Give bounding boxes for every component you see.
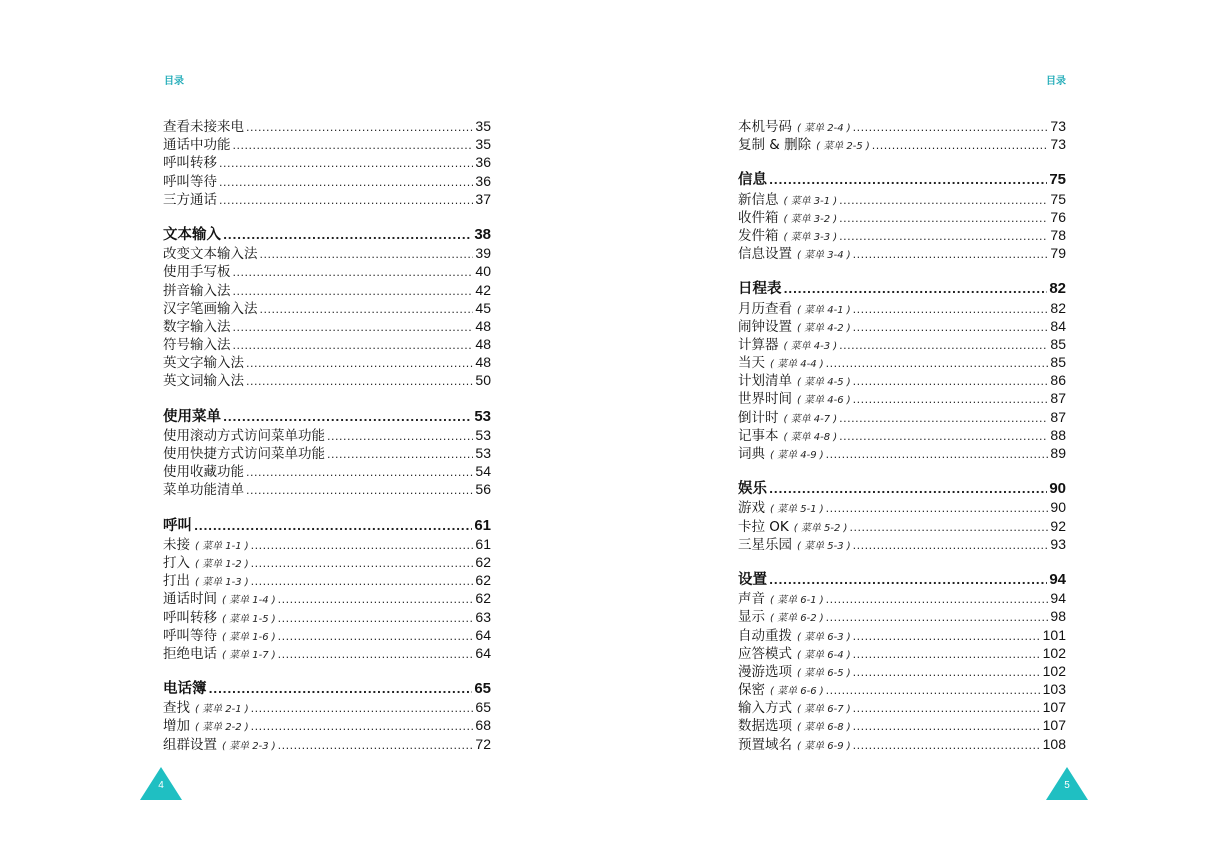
toc-entry-menu-ref: ( 菜单 5-1 ) bbox=[770, 504, 824, 516]
dot-leader bbox=[246, 355, 473, 373]
toc-entry-page: 63 bbox=[475, 608, 491, 625]
toc-entry[interactable] bbox=[738, 735, 1066, 753]
toc-entry-menu-ref: ( 菜单 4-3 ) bbox=[783, 340, 838, 352]
toc-entry-title: 月历查看 bbox=[738, 300, 792, 317]
dot-leader bbox=[233, 319, 474, 337]
toc-entry-title: 计划清单 bbox=[738, 373, 792, 390]
toc-entry[interactable] bbox=[738, 389, 1066, 407]
toc-entry-page: 103 bbox=[1042, 681, 1066, 698]
toc-entry-page: 64 bbox=[475, 644, 491, 661]
toc-entry-title: 查找 bbox=[163, 700, 190, 717]
toc-entry-menu-ref: ( 菜单 1-5 ) bbox=[222, 613, 276, 625]
toc-entry-title: 查看未接来电 bbox=[163, 119, 244, 135]
toc-entry-page: 72 bbox=[475, 735, 491, 752]
dot-leader bbox=[246, 373, 473, 391]
toc-section-heading[interactable] bbox=[163, 517, 491, 535]
toc-entry[interactable] bbox=[738, 517, 1066, 535]
toc-entry-menu-ref: ( 菜单 4-2 ) bbox=[797, 322, 851, 334]
right-page-number: 5 bbox=[1064, 780, 1070, 791]
toc-entry-title: 本机号码 bbox=[738, 119, 792, 135]
toc-entry[interactable] bbox=[738, 226, 1066, 244]
toc-section-heading[interactable] bbox=[163, 408, 491, 426]
toc-entry[interactable] bbox=[163, 190, 491, 208]
toc-entry-title: 呼叫转移 bbox=[163, 155, 217, 172]
toc-entry-page: 82 bbox=[1050, 299, 1066, 316]
toc-entry-menu-ref: ( 菜单 6-7 ) bbox=[797, 704, 851, 716]
toc-entry-page: 108 bbox=[1042, 735, 1066, 752]
toc-entry-title: 信息设置 bbox=[738, 246, 792, 263]
toc-entry-title: 数据选项 bbox=[738, 718, 792, 735]
toc-section-heading[interactable] bbox=[738, 480, 1066, 498]
toc-entry-title: 使用滚动方式访问菜单功能 bbox=[163, 427, 325, 444]
toc-entry-menu-ref: ( 菜单 4-4 ) bbox=[770, 359, 824, 371]
dot-leader bbox=[233, 283, 474, 301]
toc-entry-page: 53 bbox=[475, 445, 491, 461]
toc-entry-title: 记事本 bbox=[738, 427, 779, 444]
toc-entry-menu-ref: ( 菜单 1-3 ) bbox=[195, 577, 249, 589]
toc-entry-menu-ref: ( 菜单 1-4 ) bbox=[222, 595, 276, 607]
toc-entry-page: 98 bbox=[1050, 608, 1066, 625]
toc-entry-title: 收件箱 bbox=[738, 209, 779, 226]
toc-entry[interactable] bbox=[738, 498, 1066, 516]
toc-entry-title: 改变文本输入法 bbox=[163, 246, 258, 263]
toc-entry[interactable] bbox=[163, 135, 491, 153]
toc-entry-page: 101 bbox=[1042, 626, 1066, 643]
toc-entry-title: 发件箱 bbox=[738, 227, 779, 244]
toc-entry-page: 36 bbox=[475, 154, 491, 171]
toc-entry[interactable] bbox=[738, 444, 1066, 462]
toc-entry-title: 三星乐园 bbox=[738, 536, 792, 553]
toc-entry[interactable] bbox=[738, 589, 1066, 607]
toc-section-heading[interactable] bbox=[163, 226, 491, 244]
toc-entry-page: 61 bbox=[474, 516, 491, 534]
toc-entry-page: 68 bbox=[475, 717, 491, 734]
toc-entry-menu-ref: ( 菜单 2-2 ) bbox=[195, 722, 249, 734]
dot-leader bbox=[839, 192, 1048, 210]
toc-entry[interactable] bbox=[163, 480, 491, 498]
toc-section-heading[interactable] bbox=[163, 680, 491, 698]
toc-entry[interactable] bbox=[163, 444, 491, 462]
toc-entry-menu-ref: ( 菜单 2-1 ) bbox=[195, 704, 249, 716]
dot-leader bbox=[853, 700, 1041, 718]
toc-entry-page: 86 bbox=[1050, 372, 1066, 389]
dot-leader bbox=[246, 119, 473, 137]
toc-entry-title: 使用快捷方式访问菜单功能 bbox=[163, 446, 325, 462]
toc-entry-title: 呼叫等待 bbox=[163, 173, 217, 190]
toc-entry[interactable] bbox=[738, 299, 1066, 317]
toc-entry[interactable] bbox=[163, 117, 491, 135]
dot-leader bbox=[251, 555, 474, 573]
toc-entry-page: 35 bbox=[475, 118, 491, 134]
dot-leader bbox=[872, 137, 1049, 155]
toc-entry-title: 预置域名 bbox=[738, 736, 792, 753]
toc-entry[interactable] bbox=[163, 735, 491, 753]
dot-leader bbox=[853, 246, 1049, 264]
toc-entry[interactable] bbox=[163, 371, 491, 389]
toc-entry-title: 呼叫等待 bbox=[163, 627, 217, 644]
toc-entry[interactable] bbox=[163, 535, 491, 553]
toc-entry-page: 87 bbox=[1050, 408, 1066, 425]
toc-entry-page: 84 bbox=[1050, 317, 1066, 334]
toc-entry[interactable] bbox=[738, 353, 1066, 371]
toc-entry-title: 输入方式 bbox=[738, 700, 792, 717]
dot-leader bbox=[769, 572, 1047, 590]
toc-entry[interactable] bbox=[163, 716, 491, 734]
toc-entry-title: 自动重拨 bbox=[738, 627, 792, 644]
toc-entry-title: 词典 bbox=[738, 446, 765, 462]
toc-entry-title: 当天 bbox=[738, 355, 765, 372]
toc-entry-page: 94 bbox=[1050, 590, 1066, 607]
dot-leader bbox=[784, 281, 1048, 299]
left-page-number: 4 bbox=[158, 780, 164, 791]
toc-entry-page: 90 bbox=[1050, 499, 1066, 516]
toc-entry-page: 36 bbox=[475, 172, 491, 189]
toc-entry-page: 53 bbox=[475, 426, 491, 443]
toc-entry[interactable] bbox=[738, 117, 1066, 135]
toc-entry-page: 94 bbox=[1049, 570, 1066, 588]
toc-entry-menu-ref: ( 菜单 6-3 ) bbox=[797, 631, 851, 643]
dot-leader bbox=[327, 428, 473, 446]
dot-leader bbox=[853, 664, 1041, 682]
toc-entry[interactable] bbox=[738, 244, 1066, 262]
toc-entry-menu-ref: ( 菜单 6-6 ) bbox=[770, 686, 824, 698]
toc-entry[interactable] bbox=[738, 317, 1066, 335]
toc-entry[interactable] bbox=[163, 281, 491, 299]
dot-leader bbox=[219, 155, 473, 173]
dot-leader bbox=[194, 518, 472, 536]
dot-leader bbox=[327, 446, 473, 464]
dot-leader bbox=[278, 737, 474, 755]
toc-entry[interactable] bbox=[163, 299, 491, 317]
dot-leader bbox=[219, 192, 473, 210]
toc-entry-menu-ref: ( 菜单 1-7 ) bbox=[222, 649, 276, 661]
dot-leader bbox=[826, 682, 1041, 700]
toc-entry-page: 88 bbox=[1050, 426, 1066, 443]
dot-leader bbox=[826, 355, 1049, 373]
dot-leader bbox=[278, 646, 474, 664]
toc-entry-page: 85 bbox=[1050, 335, 1066, 352]
dot-leader bbox=[769, 172, 1047, 190]
toc-entry[interactable] bbox=[738, 190, 1066, 208]
toc-entry-menu-ref: ( 菜单 3-3 ) bbox=[783, 231, 838, 243]
toc-entry[interactable] bbox=[738, 607, 1066, 625]
toc-entry-menu-ref: ( 菜单 4-7 ) bbox=[783, 413, 838, 425]
toc-entry-title: 倒计时 bbox=[738, 409, 779, 426]
dot-leader bbox=[251, 537, 474, 555]
toc-entry-page: 107 bbox=[1042, 699, 1066, 716]
toc-entry-title: 娱乐 bbox=[738, 481, 767, 498]
toc-entry-page: 56 bbox=[475, 481, 491, 498]
toc-entry-page: 89 bbox=[1050, 445, 1066, 461]
toc-entry-menu-ref: ( 菜单 3-4 ) bbox=[797, 250, 851, 262]
toc-entry-title: 声音 bbox=[738, 591, 765, 608]
toc-entry-page: 61 bbox=[475, 535, 491, 552]
toc-entry-title: 汉字笔画输入法 bbox=[163, 300, 258, 317]
toc-entry-title: 日程表 bbox=[738, 281, 782, 298]
toc-entry-menu-ref: ( 菜单 6-8 ) bbox=[797, 722, 851, 734]
toc-entry[interactable] bbox=[163, 462, 491, 480]
toc-entry-page: 53 bbox=[474, 407, 491, 425]
toc-entry-title: 拼音输入法 bbox=[163, 282, 231, 299]
toc-entry-title: 使用收藏功能 bbox=[163, 464, 244, 481]
toc-entry-page: 82 bbox=[1049, 280, 1066, 298]
toc-entry-page: 93 bbox=[1050, 535, 1066, 552]
toc-entry-title: 应答模式 bbox=[738, 645, 792, 662]
dot-leader bbox=[246, 482, 473, 500]
toc-entry[interactable] bbox=[163, 571, 491, 589]
toc-entry[interactable] bbox=[163, 335, 491, 353]
toc-entry-menu-ref: ( 菜单 1-1 ) bbox=[195, 540, 249, 552]
toc-entry-page: 102 bbox=[1042, 662, 1066, 679]
toc-entry-title: 拒绝电话 bbox=[163, 645, 217, 662]
toc-section-heading[interactable] bbox=[738, 280, 1066, 298]
dot-leader bbox=[826, 446, 1049, 464]
toc-entry-menu-ref: ( 菜单 3-2 ) bbox=[783, 213, 838, 225]
dot-leader bbox=[853, 319, 1049, 337]
toc-entry-page: 40 bbox=[475, 263, 491, 280]
toc-entry[interactable] bbox=[163, 644, 491, 662]
toc-entry-title: 电话簿 bbox=[163, 681, 207, 698]
toc-entry-title: 组群设置 bbox=[163, 736, 217, 753]
dot-leader bbox=[853, 537, 1049, 555]
toc-entry-title: 世界时间 bbox=[738, 391, 792, 408]
toc-entry-page: 37 bbox=[475, 190, 491, 207]
dot-leader bbox=[278, 591, 474, 609]
dot-leader bbox=[219, 174, 473, 192]
dot-leader bbox=[826, 591, 1049, 609]
toc-entry[interactable] bbox=[738, 662, 1066, 680]
toc-entry-page: 92 bbox=[1050, 517, 1066, 534]
toc-entry-page: 85 bbox=[1050, 354, 1066, 371]
toc-entry-menu-ref: ( 菜单 4-6 ) bbox=[797, 395, 851, 407]
toc-entry-title: 使用手写板 bbox=[163, 264, 231, 281]
toc-entry[interactable] bbox=[163, 626, 491, 644]
toc-entry[interactable] bbox=[738, 698, 1066, 716]
toc-entry-title: 游戏 bbox=[738, 500, 765, 517]
toc-entry[interactable] bbox=[738, 135, 1066, 153]
toc-entry-page: 48 bbox=[475, 354, 491, 371]
toc-entry-menu-ref: ( 菜单 6-1 ) bbox=[770, 595, 824, 607]
toc-entry-title: 打出 bbox=[163, 573, 190, 590]
toc-entry[interactable] bbox=[738, 626, 1066, 644]
toc-entry-page: 90 bbox=[1049, 480, 1066, 498]
toc-entry[interactable] bbox=[738, 644, 1066, 662]
toc-entry-title: 增加 bbox=[163, 718, 190, 735]
toc-entry-page: 62 bbox=[475, 590, 491, 607]
dot-leader bbox=[853, 718, 1041, 736]
toc-entry[interactable] bbox=[163, 589, 491, 607]
dot-leader bbox=[853, 646, 1041, 664]
dot-leader bbox=[278, 610, 474, 628]
toc-entry-menu-ref: ( 菜单 5-3 ) bbox=[797, 540, 851, 552]
dot-leader bbox=[223, 409, 472, 427]
dot-leader bbox=[853, 628, 1041, 646]
toc-entry-page: 75 bbox=[1050, 190, 1066, 207]
dot-leader bbox=[769, 481, 1047, 499]
toc-entry-page: 107 bbox=[1042, 717, 1066, 734]
dot-leader bbox=[853, 373, 1049, 391]
toc-entry-page: 65 bbox=[475, 699, 491, 716]
toc-entry[interactable] bbox=[738, 208, 1066, 226]
toc-entry-title: 通话时间 bbox=[163, 591, 217, 608]
toc-entry-title: 计算器 bbox=[738, 336, 779, 353]
dot-leader bbox=[853, 737, 1041, 755]
dot-leader bbox=[853, 119, 1049, 137]
toc-entry-menu-ref: ( 菜单 3-1 ) bbox=[783, 195, 838, 207]
toc-entry-page: 64 bbox=[475, 626, 491, 643]
toc-entry-title: 显示 bbox=[738, 609, 765, 626]
toc-entry-title: 三方通话 bbox=[163, 191, 217, 208]
dot-leader bbox=[278, 628, 474, 646]
dot-leader bbox=[233, 264, 474, 282]
toc-entry-title: 英文字输入法 bbox=[163, 355, 244, 372]
toc-entry-page: 75 bbox=[1049, 171, 1066, 189]
right-toc bbox=[738, 117, 1066, 753]
toc-entry-title: 打入 bbox=[163, 554, 190, 571]
left-page-header: 目录 bbox=[164, 76, 184, 87]
dot-leader bbox=[839, 410, 1048, 428]
toc-entry-page: 65 bbox=[474, 680, 491, 698]
dot-leader bbox=[251, 573, 474, 591]
toc-section-heading[interactable] bbox=[738, 571, 1066, 589]
toc-entry-menu-ref: ( 菜单 1-2 ) bbox=[195, 558, 249, 570]
dot-leader bbox=[223, 227, 472, 245]
dot-leader bbox=[853, 391, 1049, 409]
toc-entry-title: 使用菜单 bbox=[163, 408, 221, 425]
toc-entry-page: 45 bbox=[475, 299, 491, 316]
toc-entry[interactable] bbox=[163, 353, 491, 371]
toc-entry-title: 符号输入法 bbox=[163, 337, 231, 354]
toc-entry[interactable] bbox=[738, 335, 1066, 353]
toc-entry[interactable] bbox=[738, 535, 1066, 553]
dot-leader bbox=[260, 246, 474, 264]
toc-entry-page: 73 bbox=[1050, 118, 1066, 134]
toc-entry-title: 呼叫转移 bbox=[163, 609, 217, 626]
toc-entry-title: 英文词输入法 bbox=[163, 373, 244, 390]
toc-entry-title: 新信息 bbox=[738, 191, 779, 208]
toc-entry-title: 文本输入 bbox=[163, 226, 221, 243]
dot-leader bbox=[826, 609, 1049, 627]
toc-entry[interactable] bbox=[163, 317, 491, 335]
toc-entry[interactable] bbox=[738, 426, 1066, 444]
toc-entry-page: 48 bbox=[475, 317, 491, 334]
dot-leader bbox=[209, 681, 473, 699]
toc-entry-page: 62 bbox=[475, 553, 491, 570]
toc-entry[interactable] bbox=[738, 716, 1066, 734]
toc-entry-page: 48 bbox=[475, 336, 491, 353]
toc-entry-menu-ref: ( 菜单 6-4 ) bbox=[797, 649, 851, 661]
toc-entry-menu-ref: ( 菜单 2-4 ) bbox=[797, 123, 851, 134]
right-page-header: 目录 bbox=[1046, 76, 1066, 87]
toc-section-heading[interactable] bbox=[738, 171, 1066, 189]
toc-entry-title: 菜单功能清单 bbox=[163, 482, 244, 499]
toc-entry-page: 76 bbox=[1050, 208, 1066, 225]
toc-entry-page: 78 bbox=[1050, 226, 1066, 243]
dot-leader bbox=[853, 301, 1049, 319]
left-toc bbox=[163, 117, 491, 753]
toc-entry[interactable] bbox=[163, 244, 491, 262]
toc-entry-title: 通话中功能 bbox=[163, 137, 231, 154]
dot-leader bbox=[839, 428, 1048, 446]
toc-entry[interactable] bbox=[738, 680, 1066, 698]
toc-entry-title: 漫游选项 bbox=[738, 663, 792, 680]
toc-entry-menu-ref: ( 菜单 6-9 ) bbox=[797, 740, 851, 752]
toc-entry-menu-ref: ( 菜单 1-6 ) bbox=[222, 631, 276, 643]
toc-entry-page: 87 bbox=[1050, 390, 1066, 407]
toc-entry-menu-ref: ( 菜单 4-8 ) bbox=[783, 431, 838, 443]
toc-entry-menu-ref: ( 菜单 4-1 ) bbox=[797, 304, 851, 316]
toc-entry-page: 42 bbox=[475, 281, 491, 298]
dot-leader bbox=[251, 700, 474, 718]
dot-leader bbox=[826, 500, 1049, 518]
dot-leader bbox=[260, 301, 474, 319]
toc-entry-menu-ref: ( 菜单 6-5 ) bbox=[797, 667, 851, 679]
toc-entry-page: 54 bbox=[475, 463, 491, 480]
toc-entry[interactable] bbox=[163, 153, 491, 171]
dot-leader bbox=[233, 137, 474, 155]
toc-entry-menu-ref: ( 菜单 4-5 ) bbox=[797, 377, 851, 389]
toc-entry[interactable] bbox=[163, 262, 491, 280]
toc-entry-title: 复制 & 删除 bbox=[738, 137, 812, 154]
toc-entry-page: 38 bbox=[474, 225, 491, 243]
dot-leader bbox=[839, 337, 1048, 355]
toc-entry[interactable] bbox=[738, 408, 1066, 426]
toc-entry-title: 信息 bbox=[738, 172, 767, 189]
toc-entry-page: 39 bbox=[475, 245, 491, 262]
toc-entry-menu-ref: ( 菜单 2-5 ) bbox=[816, 141, 870, 153]
toc-entry-title: 设置 bbox=[738, 571, 767, 588]
toc-entry[interactable] bbox=[163, 172, 491, 190]
toc-entry-page: 79 bbox=[1050, 245, 1066, 262]
toc-entry[interactable] bbox=[163, 553, 491, 571]
toc-entry-title: 未接 bbox=[163, 536, 190, 553]
toc-entry-title: 卡拉 OK bbox=[738, 518, 789, 535]
toc-entry-page: 73 bbox=[1050, 136, 1066, 153]
toc-entry-page: 50 bbox=[475, 372, 491, 389]
toc-entry[interactable] bbox=[738, 371, 1066, 389]
toc-entry-page: 62 bbox=[475, 572, 491, 589]
dot-leader bbox=[839, 210, 1048, 228]
toc-entry-menu-ref: ( 菜单 2-3 ) bbox=[222, 740, 276, 752]
dot-leader bbox=[849, 519, 1048, 537]
dot-leader bbox=[233, 337, 474, 355]
toc-entry-menu-ref: ( 菜单 5-2 ) bbox=[793, 522, 848, 534]
dot-leader bbox=[251, 718, 474, 736]
toc-entry-title: 呼叫 bbox=[163, 517, 192, 534]
dot-leader bbox=[246, 464, 473, 482]
toc-entry-menu-ref: ( 菜单 6-2 ) bbox=[770, 613, 824, 625]
dot-leader bbox=[839, 228, 1048, 246]
toc-entry[interactable] bbox=[163, 698, 491, 716]
toc-entry-title: 保密 bbox=[738, 682, 765, 699]
toc-entry[interactable] bbox=[163, 608, 491, 626]
toc-entry-title: 数字输入法 bbox=[163, 318, 231, 335]
toc-entry[interactable] bbox=[163, 426, 491, 444]
toc-entry-page: 35 bbox=[475, 136, 491, 153]
toc-entry-page: 102 bbox=[1042, 644, 1066, 661]
toc-entry-menu-ref: ( 菜单 4-9 ) bbox=[770, 450, 824, 461]
toc-entry-title: 闹钟设置 bbox=[738, 318, 792, 335]
